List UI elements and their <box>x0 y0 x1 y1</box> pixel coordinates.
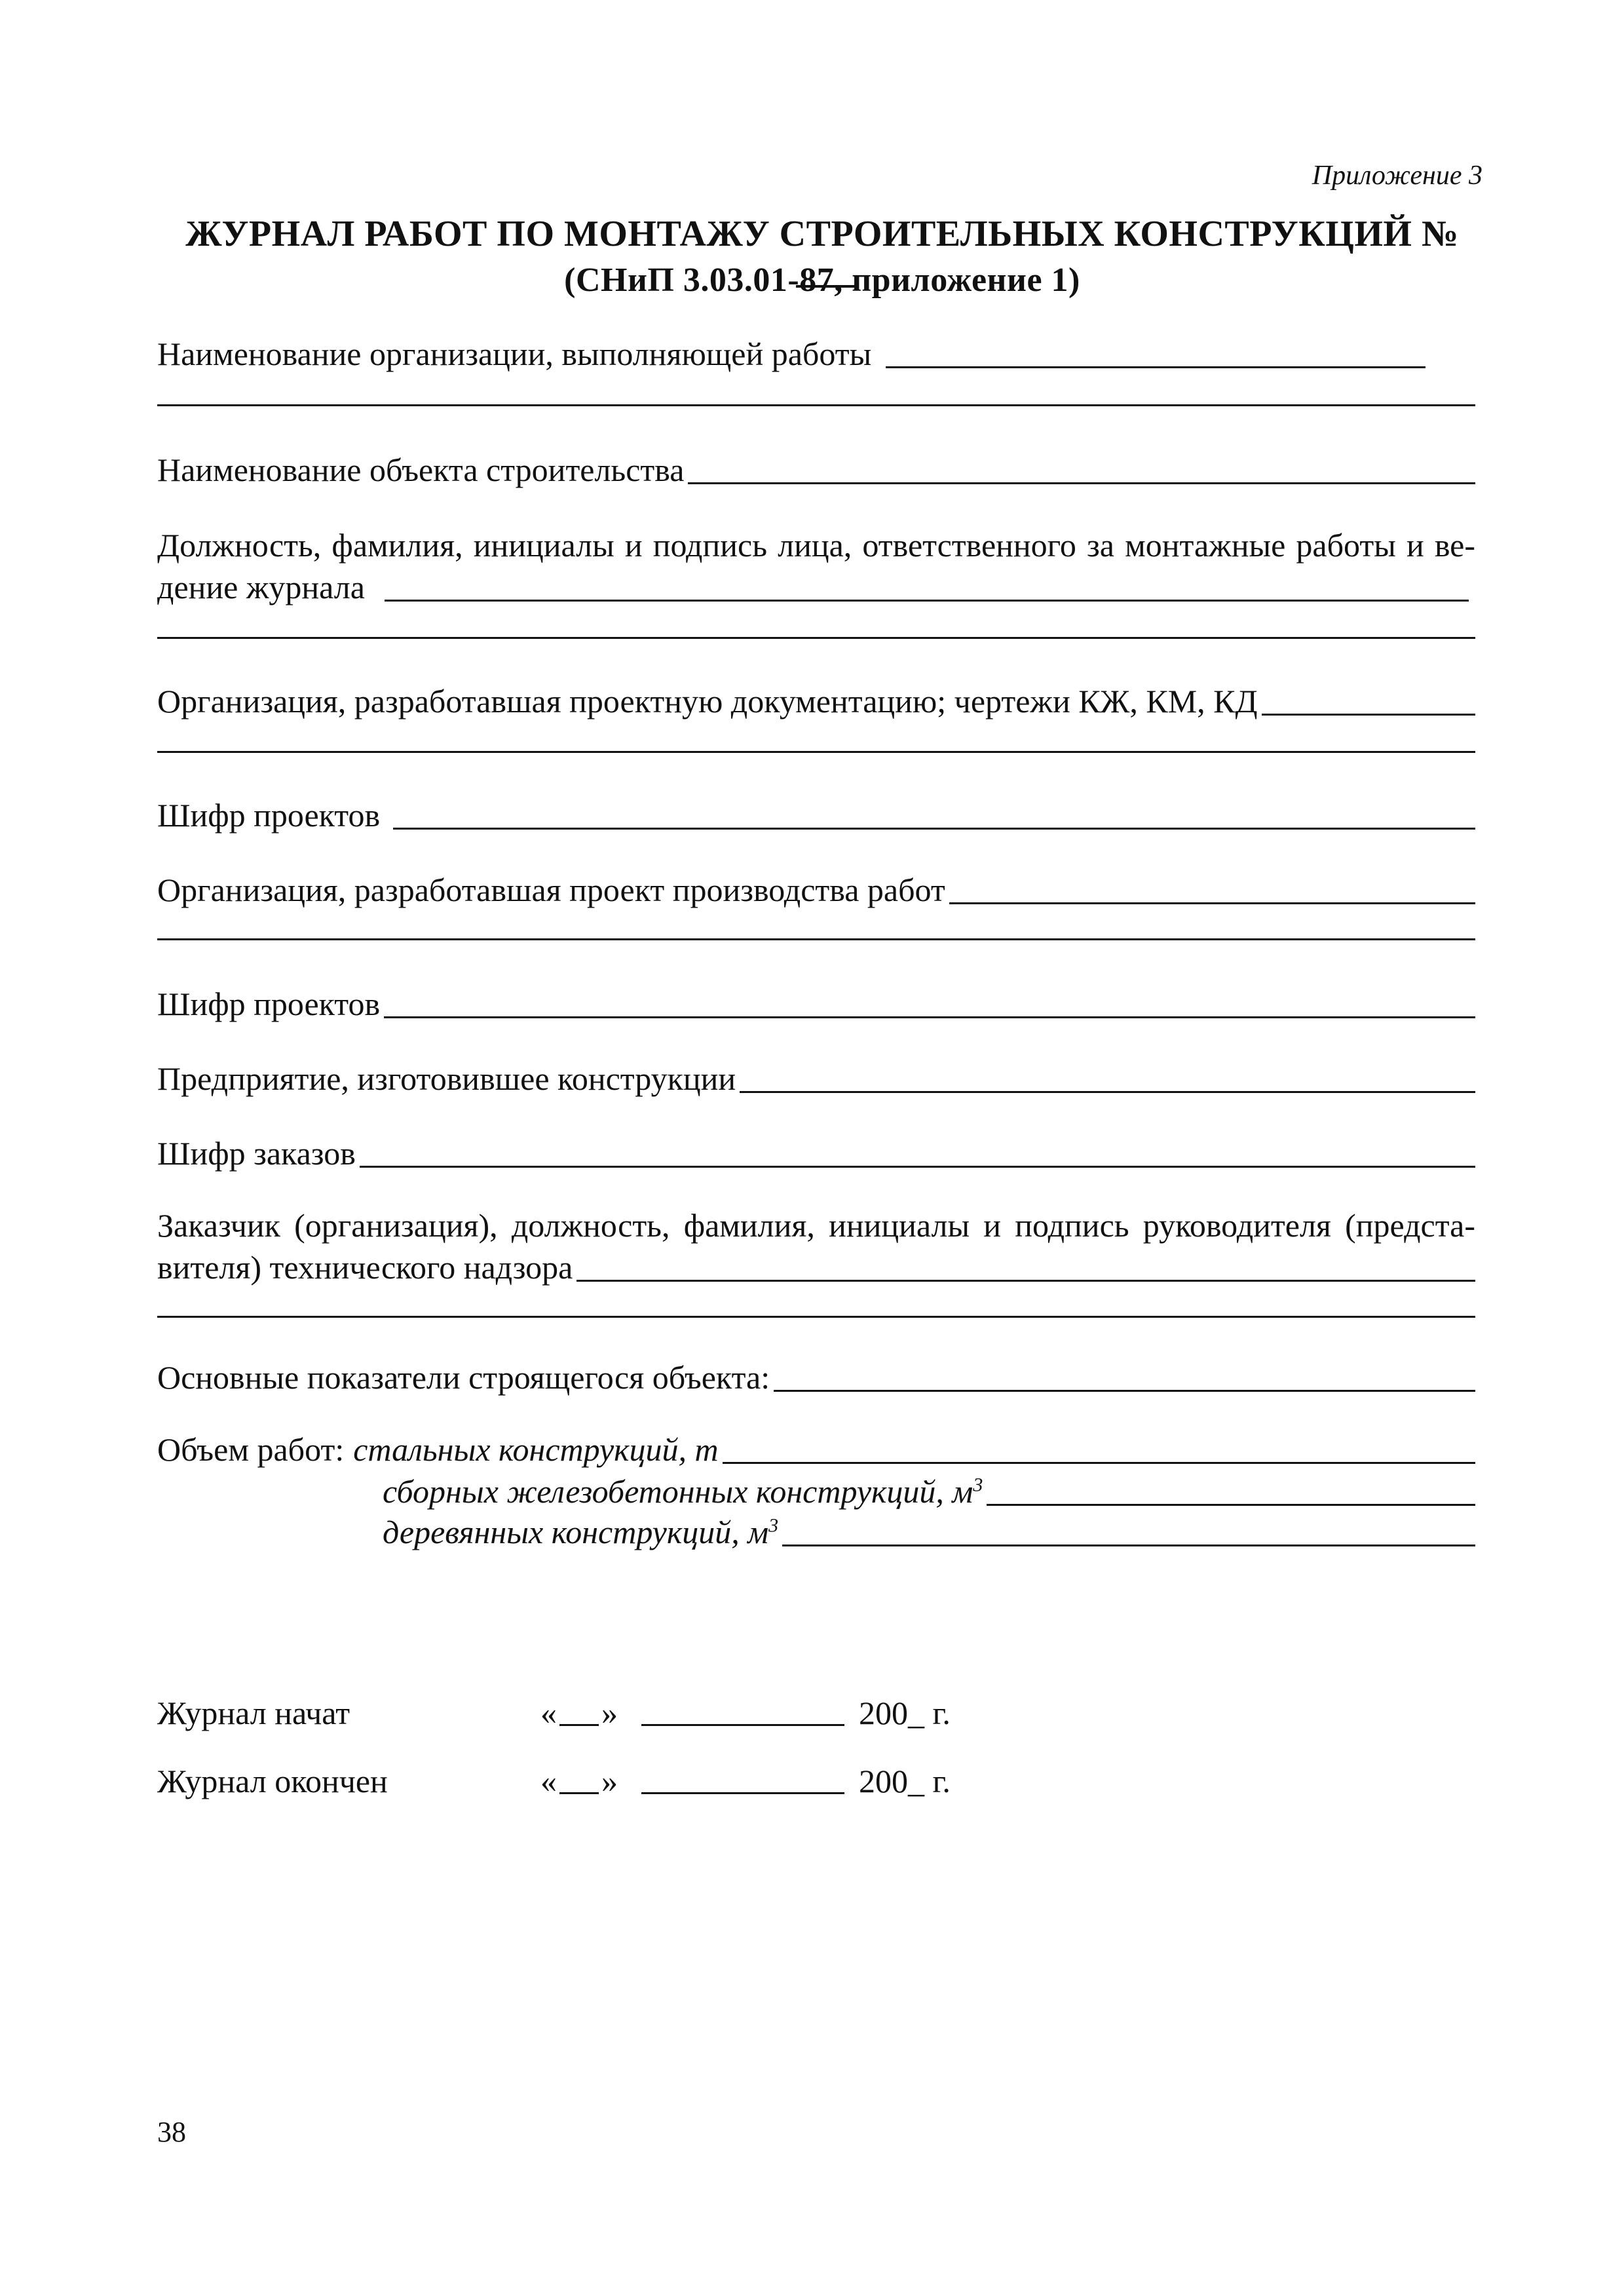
form-title-text: ЖУРНАЛ РАБОТ ПО МОНТАЖУ СТРОИТЕЛЬНЫХ КОНСТРУКЦИЙ № <box>185 214 1459 254</box>
quote-open: « <box>540 1763 557 1799</box>
volume-precast-row <box>383 1470 1475 1512</box>
form-subtitle: (СНиП 3.03.01-87, приложение 1) <box>564 261 1080 299</box>
volume-precast-field[interactable] <box>987 1503 1475 1506</box>
indicators-label: Основные показатели строящегося объекта: <box>157 1359 770 1396</box>
project-code-1-label: Шифр проектов <box>157 797 381 834</box>
volume-label: Объем работ: <box>157 1431 345 1468</box>
journal-finished-month-field[interactable] <box>641 1792 844 1794</box>
project-code-1-row <box>157 794 1475 836</box>
project-code-1-field[interactable] <box>393 827 1475 830</box>
journal-started-month-field[interactable] <box>641 1723 844 1726</box>
responsible-label-line2: дение журнала <box>157 569 365 605</box>
object-row <box>157 449 1475 491</box>
journal-started-year: 200_ г. <box>859 1695 951 1731</box>
customer-extra-line[interactable] <box>157 1316 1475 1318</box>
journal-finished-day-field[interactable] <box>559 1792 599 1794</box>
design-org-row <box>157 680 1475 722</box>
customer-label-line1: Заказчик (организация), должность, фамилия, инициалы и подпись руководителя (предста- <box>157 1207 1475 1244</box>
design-org-field[interactable] <box>1262 713 1475 716</box>
cubic-exponent: 3 <box>973 1474 983 1496</box>
customer-field[interactable] <box>576 1279 1475 1282</box>
cubic-exponent: 3 <box>768 1514 779 1537</box>
order-code-label: Шифр заказов <box>157 1135 356 1172</box>
work-project-org-label: Организация, разработавшая проект производства работ <box>157 872 945 908</box>
journal-finished-date <box>540 1760 951 1802</box>
work-project-org-extra-line[interactable] <box>157 938 1475 940</box>
work-project-org-field[interactable] <box>949 902 1475 904</box>
customer-row <box>157 1246 1475 1288</box>
design-org-label: Организация, разработавшая проектную документацию; чертежи КЖ, КМ, КД <box>157 683 1258 719</box>
manufacturer-label: Предприятие, изготовившее конструкции <box>157 1060 736 1097</box>
customer-label-line2: вителя) технического надзора <box>157 1249 573 1286</box>
work-project-org-row <box>157 869 1475 911</box>
page-number: 38 <box>157 2116 186 2148</box>
design-org-extra-line[interactable] <box>157 751 1475 753</box>
project-code-2-label: Шифр проектов <box>157 986 381 1022</box>
journal-started-date <box>540 1692 951 1734</box>
journal-started-label: Журнал начат <box>157 1695 350 1731</box>
manufacturer-field[interactable] <box>740 1090 1475 1093</box>
organization-field[interactable] <box>886 366 1426 368</box>
responsible-field[interactable] <box>385 599 1469 602</box>
journal-finished-year: 200_ г. <box>859 1763 951 1799</box>
organization-label: Наименование организации, выполняющей работы <box>157 336 872 372</box>
object-field[interactable] <box>688 482 1475 484</box>
journal-finished-label: Журнал окончен <box>157 1763 388 1799</box>
volume-steel-row <box>157 1429 1475 1470</box>
appendix-label: Приложение 3 <box>1312 161 1482 191</box>
indicators-field[interactable] <box>774 1389 1475 1392</box>
indicators-row <box>157 1356 1475 1398</box>
organization-extra-line[interactable] <box>157 404 1475 406</box>
volume-wooden-field[interactable] <box>782 1544 1475 1546</box>
volume-steel-label: стальных конструкций, т <box>353 1431 719 1468</box>
responsible-row <box>157 566 1475 608</box>
manufacturer-row <box>157 1058 1475 1100</box>
order-code-row <box>157 1132 1475 1174</box>
object-label: Наименование объекта строительства <box>157 451 685 488</box>
project-code-2-field[interactable] <box>384 1016 1475 1018</box>
journal-started-day-field[interactable] <box>559 1723 599 1726</box>
volume-steel-field[interactable] <box>723 1461 1475 1464</box>
project-code-2-row <box>157 983 1475 1025</box>
volume-wooden-label: деревянных конструкций, $м^3$ <box>383 1514 779 1550</box>
responsible-extra-line[interactable] <box>157 637 1475 639</box>
organization-row <box>157 333 1475 375</box>
quote-close: » <box>601 1763 618 1799</box>
quote-open: « <box>540 1695 557 1731</box>
volume-wooden-row <box>383 1511 1475 1553</box>
volume-precast-label: сборных железобетонных конструкций, $м^3$ <box>383 1473 983 1510</box>
quote-close: » <box>601 1695 618 1731</box>
responsible-label-line1: Должность, фамилия, инициалы и подпись лица, ответственного за монтажные работы и ве- <box>157 527 1475 564</box>
order-code-field[interactable] <box>360 1165 1475 1168</box>
